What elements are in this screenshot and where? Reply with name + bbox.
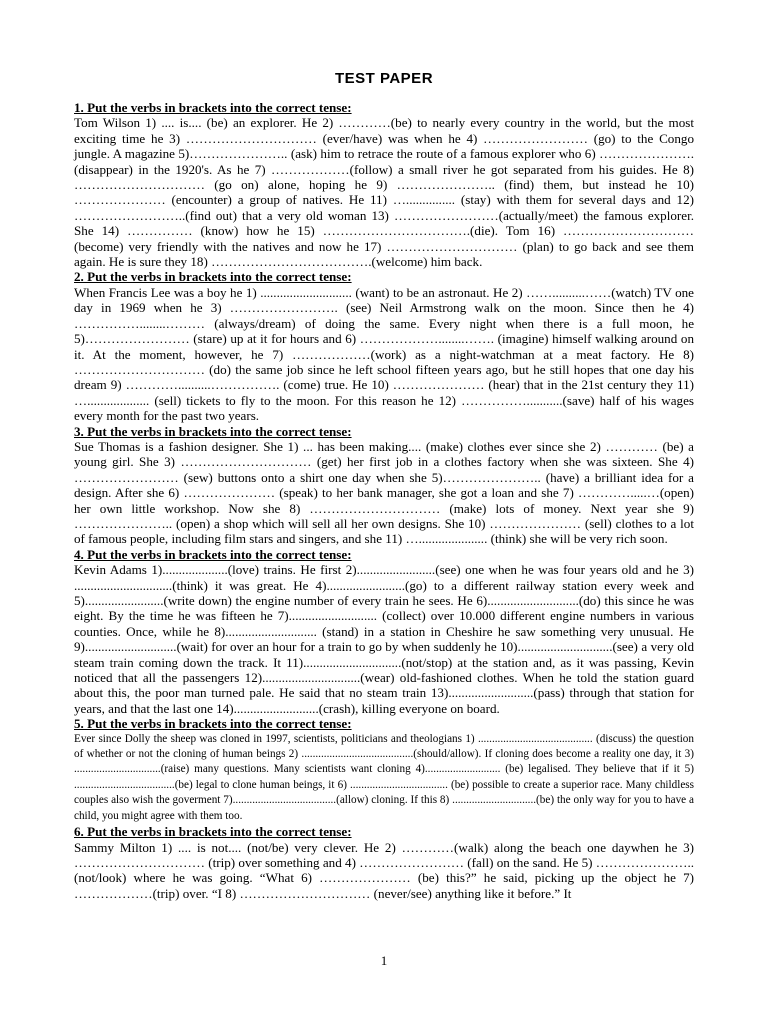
exercise-3-text: Sue Thomas is a fashion designer. She 1) ... has been making.... (make) clothes ever since she 2) ………… (be) a young girl. She 3) ………………………… (get) her first job in a clothes factory when she was sixteen. She 4) …………………… (sew) buttons onto a shirt one day when she 5)………………….. (have) a brilliant idea for a design. After she 6) ………………… (speak) to her bank manager, she got a loan and she 7) ………….....…(open) her own little workshop. Now she 8) ………………………… (make) lots of money. Next year she 9) ………………….. (open) a shop which will sell all her own designs. She 10) ………………… (sell) clothes to a lot of famous people, including film stars and singers, and she 11) …..................... (think) she will be very rich soon. bbox=[74, 438, 694, 547]
exercise-content bbox=[74, 100, 694, 901]
page-title: TEST PAPER bbox=[334, 70, 434, 87]
exercise-5-text: Ever since Dolly the sheep was cloned in 1997, scientists, politicians and theologians 1) ......................................... (discuss) the question of whether or not the cloning of human beings 2) ........................................(should/allow). If cloning does become a reality one day, it 3) ...............................(raise) many questions. Many scientists want cloning 4)........................... (be) legalised. They believe that if it 5) ....................................(be) legal to clone human beings, it 6) ................................... (be) possible to create a superior race. Many childless couples also wish the goverment 7).....................................(allow) cloning. If this 8) ..............................(be) the only way for you to have a child, you might agree with them too. bbox=[74, 732, 694, 822]
exercise-3 bbox=[74, 424, 694, 547]
page-number: 1 bbox=[380, 953, 388, 968]
exercise-2-heading: 2. Put the verbs in brackets into the correct tense: bbox=[74, 269, 352, 285]
exercise-6-text: Sammy Milton 1) .... is not.... (not/be) very clever. He 2) …………(walk) along the beach one daywhen he 3) ………………………… (trip) over something and 4) …………………… (fall) on the sand. He 5) ………………….. (not/look) where he was going. “What 6) ………………… (be) this?” he said, picking up the object he 7) ………………(trip) over. “I 8) ………………………… (never/see) anything like it before.” It bbox=[74, 839, 694, 901]
exercise-4-text: Kevin Adams 1)....................(love) trains. He first 2)........................(see) one when he was four years old and he 3) ..............................(think) it was great. He 4)........................(go) to a different railway station every week and 5)........................(write down) the engine number of every train he sees. He 6)............................(do) this since he was eight. By the time he was fifteen he 7)........................... (collect) over 10.000 different engine numbers in various counties. Once, while he 8)............................ (stand) in a station in Cheshire he saw something very unusual. He 9)............................(wait) for over an hour for a train to go by when suddenly he 10).............................(see) a very old steam train coming down the track. It 11)..............................(not/stop) at the station and, as it was passing, Kevin noticed that all the passengers 12)..............................(wear) old-fashioned clothes. When he told the station guard about this, the poor man turned pale. He said that no steam train 13)..........................(pass) through that station for years, and that the last one 14)..........................(crash), killing everyone on board. bbox=[74, 562, 694, 716]
exercise-2-text: When Francis Lee was a boy he 1) ............................ (want) to be an astronaut. He 2) ……..........……(watch) TV one day in 1969 when he 3) ……………………. (see) Neil Armstrong walk on the moon. Since then he 4) ……………........……… (always/dream) of doing the same. Every night when there is a full moon, he 5)…………………… (stare) up at it for hours and 6) ………………........……. (imagine) himself walking around on it. At the moment, however, he 7) ………………(work) as a night-watchman at a meat factory. He 8) ………………………… (do) the same job since he left school fifteen years ago, but he still hopes that one day his dream 9) …………..........……………. (come) true. He 10) ………………… (hear) that in the 21st century they 11) …................... (sell) tickets to fly to the moon. For this reason he 12) ……………...........(save) half of his wages every month for the past two years. bbox=[74, 284, 694, 424]
exercise-1-heading: 1. Put the verbs in brackets into the correct tense: bbox=[74, 100, 352, 115]
exercise-5-heading: 5. Put the verbs in brackets into the correct tense: bbox=[74, 716, 352, 732]
exercise-1 bbox=[74, 100, 694, 269]
exercise-4 bbox=[74, 547, 694, 716]
exercise-4-heading: 4. Put the verbs in brackets into the correct tense: bbox=[74, 546, 352, 562]
exercise-6 bbox=[74, 824, 694, 901]
exercise-1-text: Tom Wilson 1) .... is.... (be) an explorer. He 2) …………(be) to nearly every country in the world, but the most exciting time he 3) ………………………… (ever/have) was when he 4) …………………… (go) to the Congo jungle. A magazine 5)………………….. (ask) him to retrace the route of a famous explorer who 6) …………………. (disappear) in the 1920's. As he 7) ………………(follow) a small river he got separated from his guides. He 8) ………………………… (go on) alone, hoping he 9) ………………….. (find) them, but instead he 10) ………………… (encounter) a group of natives. He 11) …............... (stay) with them for several days and 12) ……………………..(find out) that a very old woman 13) ……………………(actually/meet) the famous explorer. She 14) …………… (know) how he 15) …………………………….(die). Tom 16) …………………………(become) very friendly with the natives and now he 17) ………………………… (plan) to go back and see them again. He is sure they 18) ……………………………….(welcome) him back. bbox=[74, 115, 694, 270]
exercise-6-heading: 6. Put the verbs in brackets into the correct tense: bbox=[74, 824, 352, 840]
exercise-5 bbox=[74, 716, 694, 824]
exercise-3-heading: 3. Put the verbs in brackets into the correct tense: bbox=[74, 423, 352, 439]
exercise-2 bbox=[74, 269, 694, 423]
